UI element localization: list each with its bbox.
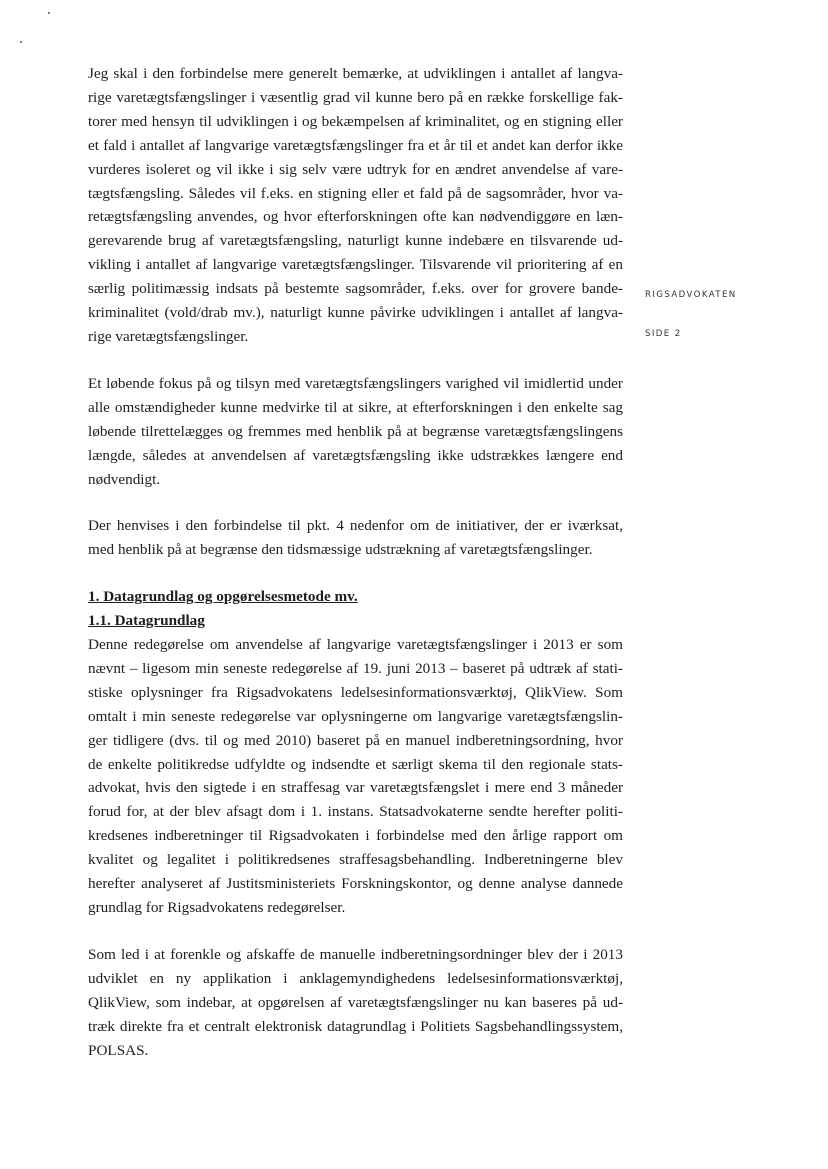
text-line: Denne redegørelse om anvendelse af langvarige varetægtsfængslinger i 2013 er som (88, 636, 623, 654)
paragraph-ongoing-focus (88, 372, 623, 492)
text-line: gerevarende brug af varetægtsfængsling, naturligt kunne indebære en tilsvarende ud- (88, 232, 623, 250)
text-line: et fald i antallet af langvarige varetægtsfængslinger fra et år til et andet kan derfor ikke (88, 136, 623, 154)
paragraph-development-factors (88, 62, 623, 349)
text-line: vikling i antallet af langvarige varetægtsfængslinger. Tilsvarende vil prioritering af en (88, 256, 623, 274)
text-line: advokat, hvis den sigtede i en straffesag var varetægtsfængslet i mere end 3 måneder (88, 779, 623, 797)
text-line: alle omstændigheder kunne medvirke til at sikre, at efterforskningen i den enkelte sag (88, 398, 623, 416)
text-line: med henblik på at begrænse den tidsmæssige udstrækning af varetægtsfængslinger. (88, 541, 593, 559)
text-line: tægtsfængsling. Således vil f.eks. en stigning eller et fald på de sagsområder, hvor va- (88, 184, 623, 202)
text-line: særlig politimæssig indsats på bestemte sagsområder, f.eks. over for grovere bande- (88, 280, 623, 298)
text-line: forud for, at der blev afsagt dom i 1. instans. Statsadvokaterne sendte herefter politi- (88, 803, 623, 821)
text-line: træk direkte fra et centralt elektronisk datagrundlag i Politiets Sagsbehandlingssystem, (88, 1017, 623, 1035)
text-line: nævnt – ligesom min seneste redegørelse af 19. juni 2013 – baseret på udtræk af stati- (88, 659, 623, 677)
text-line: vurderes isoleret og vil ikke i sig selv være udtryk for en ændret anvendelse af vare- (88, 160, 623, 178)
section-heading: 1. Datagrundlag og opgørelsesmetode mv. (88, 588, 358, 606)
text-line: rige varetægtsfængslinger i væsentlig grad vil kunne bero på en række forskellige fak- (88, 88, 623, 106)
text-line: Et løbende fokus på og tilsyn med varetægtsfængslingers varighed vil imidlertid under (88, 374, 623, 392)
text-line: stiske oplysninger fra Rigsadvokatens ledelsesinformationsværktøj, QlikView. Som (88, 683, 623, 701)
paragraph-data-basis (88, 633, 623, 920)
text-line: torer med hensyn til udviklingen i og bekæmpelsen af kriminalitet, og en stigning eller (88, 112, 623, 130)
sidebar-org-name: RIGSADVOKATEN (645, 290, 737, 300)
text-line: Der henvises i den forbindelse til pkt. 4 nedenfor om de initiativer, der er iværksat, (88, 517, 623, 535)
text-line: retægtsfængsling anvendes, og hvor efterforskningen ofte kan nødvendiggøre en læn- (88, 208, 623, 226)
text-line: længde, således at anvendelsen af varetægtsfængsling ikke udstrækkes længere end (88, 446, 623, 464)
text-line: Jeg skal i den forbindelse mere generelt bemærke, at udviklingen i antallet af langva- (88, 65, 623, 82)
subsection-heading: 1.1. Datagrundlag (88, 612, 205, 630)
text-line: ger tidligere (dvs. til og med 2010) baseret på en manuel indberetningsordning, hvor (88, 731, 623, 749)
text-line: herefter analyseret af Justitsministeriets Forskningskontor, og denne analyse dannede (88, 875, 623, 893)
text-line: nødvendigt. (88, 470, 161, 488)
sidebar-page-number: SIDE 2 (645, 329, 682, 339)
paragraph-new-application (88, 943, 623, 1063)
text-line: omtalt i min seneste redegørelse var oplysningerne om langvarige varetægtsfængslin- (88, 707, 623, 725)
text-line: QlikView, som indebar, at opgørelsen af varetægtsfængslinger nu kan baseres på ud- (88, 993, 623, 1011)
scan-speck (20, 41, 22, 43)
document-body (88, 62, 623, 1062)
text-line: kvalitet og legalitet i politikredsenes straffesagsbehandling. Indberetningerne blev (88, 851, 623, 869)
text-line: grundlag for Rigsadvokatens redegørelser. (88, 899, 346, 916)
text-line: Som led i at forenkle og afskaffe de manuelle indberetningsordninger blev der i 2013 (88, 945, 623, 963)
text-line: kredsenes indberetninger til Rigsadvokaten i forbindelse med den årlige rapport om (88, 827, 623, 845)
text-line: løbende tilrettelægges og fremmes med henblik på at begrænse varetægtsfængslingens (88, 422, 623, 440)
text-line: kriminalitet (vold/drab mv.), naturligt kunne påvirke udviklingen i antallet af langva- (88, 304, 623, 322)
text-line: POLSAS. (88, 1041, 149, 1059)
scan-speck (48, 12, 50, 14)
text-line: rige varetægtsfængslinger. (88, 327, 249, 345)
text-line: de enkelte politikredse udfyldte og indsendte et særligt skema til den regionale stats- (88, 755, 623, 773)
text-line: udviklet en ny applikation i anklagemyndighedens ledelsesinformationsværktøj, (88, 969, 623, 987)
paragraph-reference-initiatives (88, 514, 623, 562)
